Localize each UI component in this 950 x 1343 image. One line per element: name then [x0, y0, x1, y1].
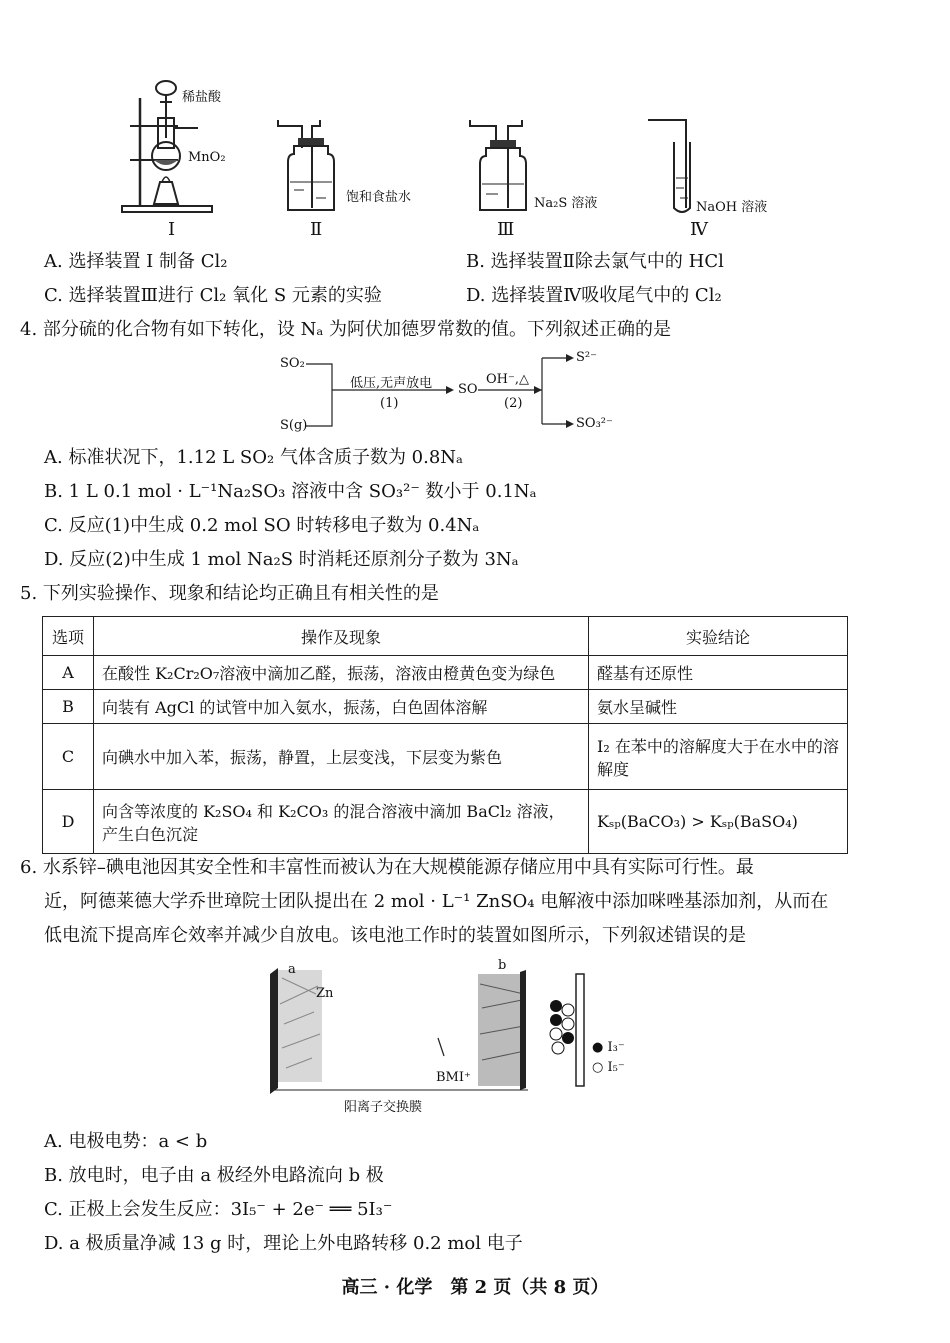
scheme-cond1: 低压,无声放电	[350, 376, 433, 391]
apparatus-IV-numeral: Ⅳ	[690, 219, 708, 240]
apparatus-III-drawing	[466, 118, 536, 218]
header-conclusion: 实验结论	[589, 617, 848, 656]
scheme-sg: S(g)	[280, 418, 308, 433]
apparatus-I-numeral: I	[168, 219, 176, 240]
scheme-step1: (1)	[380, 396, 399, 411]
table-row	[43, 790, 848, 854]
table-row	[43, 724, 848, 790]
row-conclusion: Kₛₚ(BaCO₃) > Kₛₚ(BaSO₄)	[589, 790, 848, 854]
q5-stem: 5. 下列实验操作、现象和结论均正确且有相关性的是	[20, 583, 439, 604]
apparatus-II-drawing	[272, 118, 342, 218]
row-operation: 在酸性 K₂Cr₂O₇溶液中滴加乙醛，振荡，溶液由橙黄色变为绿色	[94, 656, 589, 690]
row-operation: 向装有 AgCl 的试管中加入氨水，振荡，白色固体溶解	[94, 690, 589, 724]
row-operation: 向碘水中加入苯，振荡，静置，上层变浅，下层变为紫色	[94, 724, 589, 790]
apparatus-II-numeral: Ⅱ	[310, 219, 323, 240]
q4-option-d: D. 反应(2)中生成 1 mol Na₂S 时消耗还原剂分子数为 3Nₐ	[44, 549, 519, 570]
apparatus-III-numeral: Ⅲ	[497, 219, 515, 240]
i3-legend: ● I₃⁻	[592, 1040, 625, 1055]
row-option: A	[43, 656, 94, 690]
q5-table	[42, 616, 848, 854]
row-conclusion: 醛基有还原性	[589, 656, 848, 690]
scheme-s2: S²⁻	[576, 350, 597, 365]
scheme-so2: SO₂	[280, 356, 305, 371]
header-option: 选项	[43, 617, 94, 656]
q4-option-c: C. 反应(1)中生成 0.2 mol SO 时转移电子数为 0.4Nₐ	[44, 515, 480, 536]
row-conclusion: I₂ 在苯中的溶解度大于在水中的溶解度	[589, 724, 848, 790]
q6-option-d: D. a 极质量净减 13 g 时，理论上外电路转移 0.2 mol 电子	[44, 1233, 523, 1254]
table-row	[43, 690, 848, 724]
apparatus-I-mno2-label: MnO₂	[188, 150, 226, 165]
q4-scheme-arrows	[280, 352, 600, 442]
membrane-label: 阳离子交换膜	[344, 1100, 423, 1115]
apparatus-I-acid-label: 稀盐酸	[182, 90, 222, 105]
q6-line2: 近，阿德莱德大学乔世璋院士团队提出在 2 mol · L⁻¹ ZnSO₄ 电解液中添加咪唑基添加剂，从而在	[44, 891, 829, 912]
row-option: C	[43, 724, 94, 790]
q3-option-c: C. 选择装置Ⅲ进行 Cl₂ 氧化 S 元素的实验	[44, 285, 382, 306]
q4-option-a: A. 标准状况下，1.12 L SO₂ 气体含质子数为 0.8Nₐ	[44, 447, 463, 468]
i5-legend: ○ I₅⁻	[592, 1060, 625, 1075]
scheme-step2: (2)	[504, 396, 523, 411]
q3-option-b: B. 选择装置Ⅱ除去氯气中的 HCl	[466, 251, 724, 272]
q6-option-a: A. 电极电势：a < b	[44, 1131, 208, 1152]
table-header-row	[43, 617, 848, 656]
q4-option-b: B. 1 L 0.1 mol · L⁻¹Na₂SO₃ 溶液中含 SO₃²⁻ 数小于 0.1Nₐ	[44, 481, 537, 502]
i3-label: I₃⁻	[607, 1040, 625, 1055]
q6-option-c: C. 正极上会发生反应：3I₅⁻ + 2e⁻ ══ 5I₃⁻	[44, 1199, 393, 1220]
scheme-so: SO	[458, 382, 478, 397]
q3-option-d: D. 选择装置Ⅳ吸收尾气中的 Cl₂	[466, 285, 722, 306]
i5-label: I₅⁻	[607, 1060, 625, 1075]
apparatus-III-label: Na₂S 溶液	[534, 196, 598, 211]
zn-label: Zn	[316, 986, 334, 1001]
electrode-a-label: a	[288, 962, 296, 977]
q6-line1: 6. 水系锌–碘电池因其安全性和丰富性而被认为在大规模能源存储应用中具有实际可行性。最	[20, 857, 754, 878]
header-operation: 操作及现象	[94, 617, 589, 656]
scheme-so3: SO₃²⁻	[576, 416, 613, 431]
page-footer: 高三 · 化学 第 2 页（共 8 页）	[341, 1277, 609, 1298]
q6-option-b: B. 放电时，电子由 a 极经外电路流向 b 极	[44, 1165, 384, 1186]
q6-line3: 低电流下提高库仑效率并减少自放电。该电池工作时的装置如图所示，下列叙述错误的是	[44, 925, 746, 946]
bmi-label: BMI⁺	[436, 1070, 471, 1085]
row-option: B	[43, 690, 94, 724]
battery-drawing	[268, 964, 588, 1094]
apparatus-IV-label: NaOH 溶液	[696, 200, 768, 215]
row-conclusion: 氨水呈碱性	[589, 690, 848, 724]
table-row	[43, 656, 848, 690]
q4-stem: 4. 部分硫的化合物有如下转化，设 Nₐ 为阿伏加德罗常数的值。下列叙述正确的是	[20, 319, 672, 340]
q3-option-a: A. 选择装置 I 制备 Cl₂	[44, 251, 228, 272]
apparatus-II-label: 饱和食盐水	[346, 190, 412, 205]
row-option: D	[43, 790, 94, 854]
electrode-b-label: b	[498, 958, 507, 973]
row-operation: 向含等浓度的 K₂SO₄ 和 K₂CO₃ 的混合溶液中滴加 BaCl₂ 溶液，产生白色沉淀	[94, 790, 589, 854]
scheme-cond2: OH⁻,△	[486, 372, 529, 387]
